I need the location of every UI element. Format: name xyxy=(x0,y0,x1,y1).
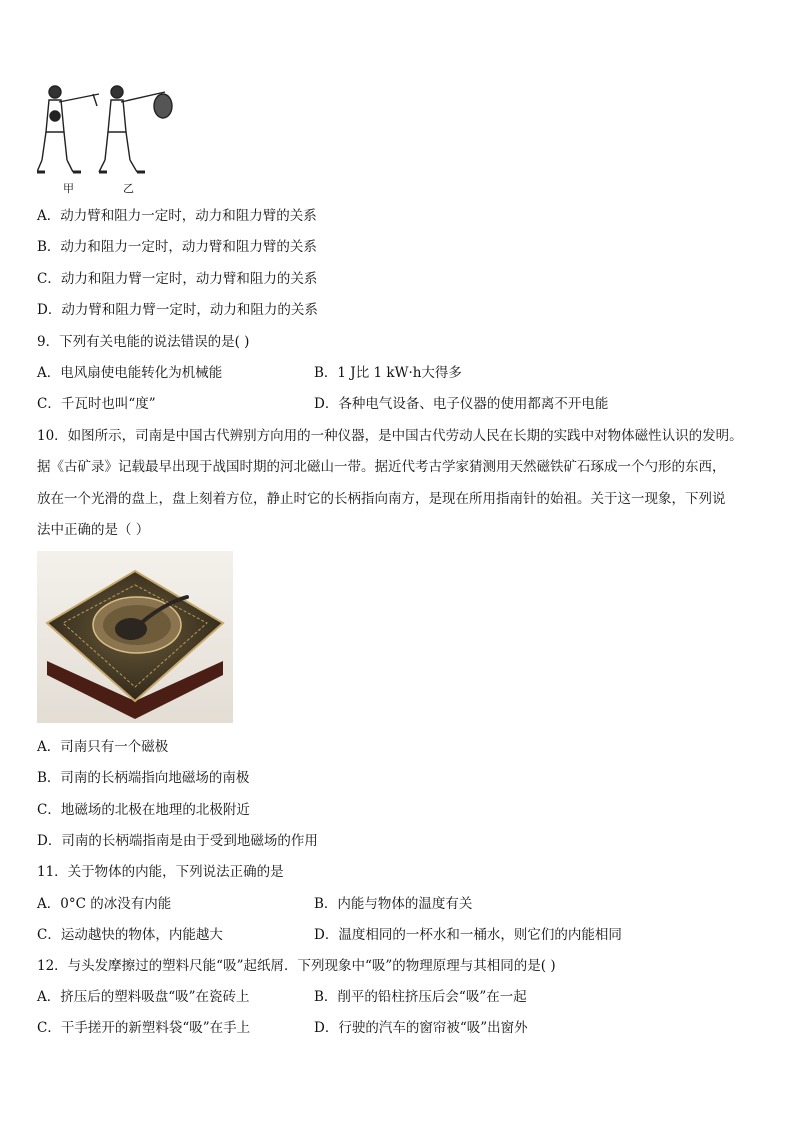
q10-option-d: D．司南的长柄端指南是由于受到地磁场的作用 xyxy=(37,833,318,849)
q10-stem-line3: 放在一个光滑的盘上，盘上刻着方位，静止时它的长柄指向南方，是现在所用指南针的始祖。关于这一现象，下列说 xyxy=(37,491,726,507)
q9-option-d: D．各种电气设备、电子仪器的使用都离不开电能 xyxy=(314,396,609,412)
q8-option-a: A．动力臂和阻力一定时，动力和阻力臂的关系 xyxy=(37,208,317,224)
q12-option-c: C．干手搓开的新塑料袋“吸”在手上 xyxy=(37,1020,251,1036)
q12-option-a: A．挤压后的塑料吸盘“吸”在瓷砖上 xyxy=(37,989,250,1005)
q11-option-d: D．温度相同的一杯水和一桶水，则它们的内能相同 xyxy=(314,927,622,943)
people-carrying-loads-drawing xyxy=(37,80,177,180)
sinan-compass-image xyxy=(37,551,233,723)
q12-stem: 12．与头发摩擦过的塑料尺能“吸”起纸屑．下列现象中“吸”的物理原理与其相同的是( ) xyxy=(37,958,556,974)
figure-label-yi: 乙 xyxy=(123,182,134,195)
q8-option-b: B．动力和阻力一定时，动力臂和阻力臂的关系 xyxy=(37,239,317,255)
figure-label-jia: 甲 xyxy=(63,182,74,195)
q11-option-c: C．运动越快的物体，内能越大 xyxy=(37,927,223,943)
q10-stem-line1: 10．如图所示，司南是中国古代辨别方向用的一种仪器，是中国古代劳动人民在长期的实践中对物体磁性认识的发明。 xyxy=(37,428,743,444)
q12-option-b: B．削平的铅柱挤压后会“吸”在一起 xyxy=(314,989,527,1005)
sinan-compass-photo xyxy=(37,551,233,723)
q10-option-b: B．司南的长柄端指向地磁场的南极 xyxy=(37,770,250,786)
q11-option-b: B．内能与物体的温度有关 xyxy=(314,896,473,912)
q11-option-a: A．0°C 的冰没有内能 xyxy=(37,896,172,912)
q8-option-c: C．动力和阻力臂一定时，动力臂和阻力的关系 xyxy=(37,271,318,287)
q8-option-d: D．动力臂和阻力臂一定时，动力和阻力的关系 xyxy=(37,302,318,318)
q9-option-a: A．电风扇使电能转化为机械能 xyxy=(37,365,223,381)
lever-illustration xyxy=(37,80,177,198)
q10-stem-line2: 据《古矿录》记载最早出现于战国时期的河北磁山一带。据近代考古学家猜测用天然磁铁矿石琢成一个勺形的东西， xyxy=(37,459,726,475)
q9-option-b: B．1 J比 1 kW·h大得多 xyxy=(314,365,462,381)
q11-stem: 11．关于物体的内能，下列说法正确的是 xyxy=(37,864,284,880)
q10-option-a: A．司南只有一个磁极 xyxy=(37,739,169,755)
q10-stem-line4: 法中正确的是（ ） xyxy=(37,522,150,538)
q9-stem: 9．下列有关电能的说法错误的是( ) xyxy=(37,334,250,350)
q12-option-d: D．行驶的汽车的窗帘被“吸”出窗外 xyxy=(314,1020,528,1036)
q10-option-c: C．地磁场的北极在地理的北极附近 xyxy=(37,802,250,818)
q9-option-c: C．千瓦时也叫“度” xyxy=(37,396,156,412)
